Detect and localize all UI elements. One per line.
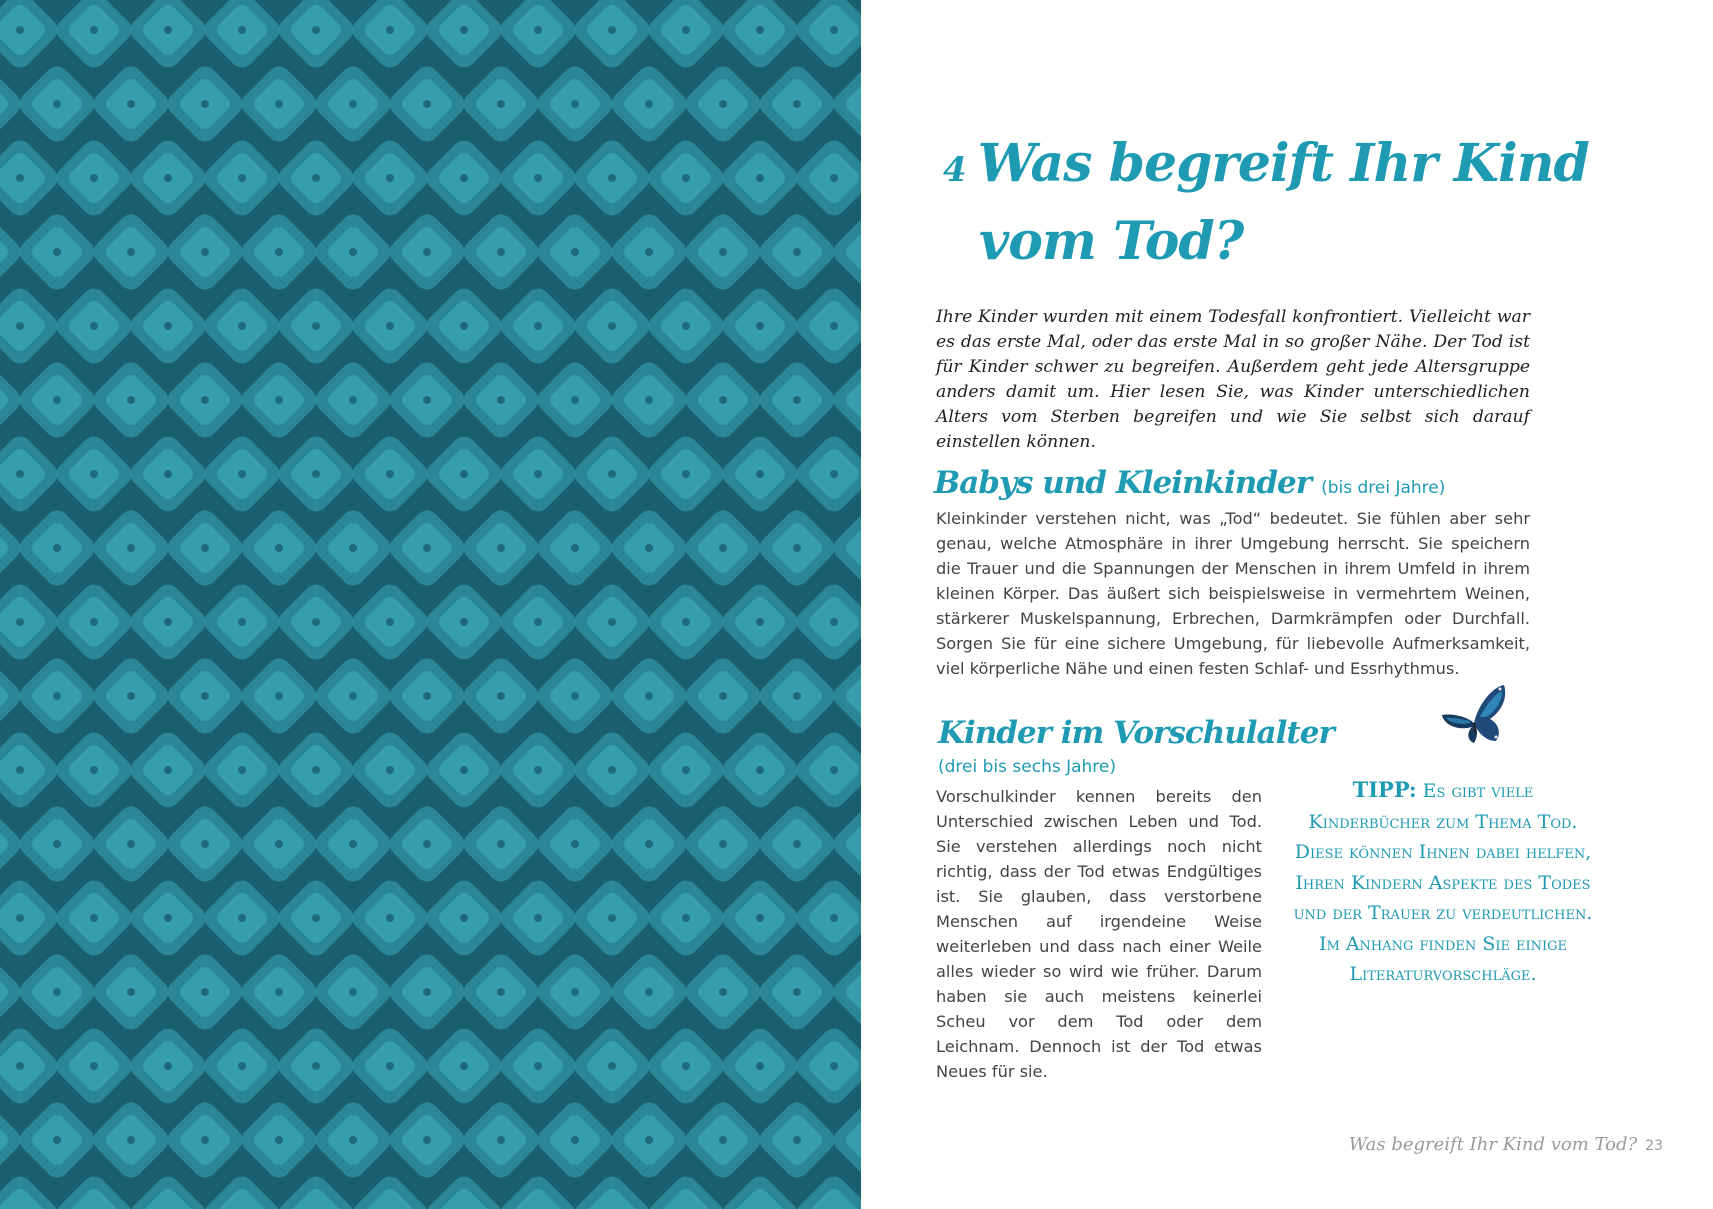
page-footer [1349,1134,1663,1155]
pattern-tile [163,358,248,443]
chapter-title-line2: vom Tod? [979,211,1244,272]
intro-paragraph: Ihre Kinder wurden mit einem Todesfall konfrontiert. Vielleicht war es das erste Mal, oder das erste Mal in so großer Nähe. Der Tod ist für Kinder schwer zu begreifen. Außerdem geht jede Altersgruppe anders damit um. Hier lesen Sie, was Kinder unterschiedlichen Alters vom Sterben begreifen und wie Sie selbst sich darauf einstellen können. [936,307,1530,452]
pattern-tile [496,1024,581,1109]
pattern-tile [496,1172,581,1209]
pattern-tile [274,136,359,221]
pattern-tile [311,950,396,1035]
pattern-tile [570,136,655,221]
pattern-tile [681,62,766,147]
pattern-tile [274,0,359,72]
pattern-tile [533,1098,618,1183]
pattern-tile [755,802,840,887]
pattern-tile [792,284,861,369]
pattern-tile [237,62,322,147]
pattern-tile [163,210,248,295]
pattern-tile [718,876,803,961]
pattern-tile [15,950,100,1035]
pattern-tile [718,1024,803,1109]
pattern-tile [274,1172,359,1209]
pattern-tile [607,506,692,591]
pattern-tile [126,432,211,517]
pattern-tile [311,62,396,147]
pattern-tile [385,1098,470,1183]
pattern-tile [126,580,211,665]
pattern-tile [52,876,137,961]
pattern-tile [311,1098,396,1183]
pattern-tile [89,654,174,739]
pattern-tile [0,580,62,665]
pattern-tile [89,1098,174,1183]
pattern-tile [89,506,174,591]
pattern-tile [792,0,861,72]
pattern-tile [533,802,618,887]
pattern-tile [496,432,581,517]
section-heading-vorschule: Kinder im Vorschulalter [938,715,1334,751]
pattern-tile [163,654,248,739]
pattern-tile [163,506,248,591]
pattern-tile [496,284,581,369]
pattern-tile [681,506,766,591]
section-vorschule-text: Vorschulkinder kennen bereits den Unterschied zwischen Leben und Tod. Sie verstehen allerdings noch nicht richtig, dass der Tod etwas Endgültiges ist. Sie glauben, dass verstorbene Menschen auf irgendeine Weise weiterleben und dass nach einer Weile alles wieder so wird wie früher. Darum haben sie auch meistens keinerlei Scheu vor dem Tod oder dem Leichnam. Dennoch ist der Tod etwas Neues für sie. [936,787,1262,1081]
pattern-tile [644,728,729,813]
pattern-tile [126,0,211,72]
pattern-tile [533,358,618,443]
pattern-tile [792,136,861,221]
pattern-tile [52,136,137,221]
tip-label: TIPP: [1352,777,1417,802]
pattern-tile [385,62,470,147]
tip-text: Es gibt viele Kinderbücher zum Thema Tod. Diese können Ihnen dabei helfen, Ihren Kindern Aspekte des Todes und der Trauer zu verdeutlichen. Im Anhang finden Sie einige Literaturvorschläge. [1293,780,1593,985]
pattern-tile [681,358,766,443]
pattern-tile [644,1024,729,1109]
pattern-tile [718,0,803,72]
pattern-tile [755,654,840,739]
chapter-title [943,128,1603,278]
pattern-tile [348,284,433,369]
pattern-tile [200,0,285,72]
pattern-tile [570,284,655,369]
pattern-tile [755,62,840,147]
pattern-tile [52,0,137,72]
pattern-tile [126,284,211,369]
pattern-tile [163,1098,248,1183]
pattern-tile [274,580,359,665]
pattern-tile [570,876,655,961]
pattern-tile [0,284,62,369]
pattern-tile [385,802,470,887]
pattern-tile [237,654,322,739]
pattern-tile [755,506,840,591]
running-title: Was begreift Ihr Kind vom Tod? [1348,1134,1638,1155]
pattern-tile [89,802,174,887]
pattern-tile [15,62,100,147]
pattern-tile [570,1024,655,1109]
pattern-tile [348,136,433,221]
pattern-tile [607,62,692,147]
pattern-tile [607,1098,692,1183]
pattern-tile [681,210,766,295]
pattern-tile [348,580,433,665]
pattern-tile [200,728,285,813]
pattern-tile [792,1024,861,1109]
pattern-tile [570,728,655,813]
pattern-tile [15,210,100,295]
pattern-tile [718,136,803,221]
pattern-tile [607,802,692,887]
pattern-tile [792,580,861,665]
pattern-tile [718,284,803,369]
pattern-tile [200,136,285,221]
pattern-tile [274,432,359,517]
pattern-tile [681,950,766,1035]
pattern-tile [0,432,62,517]
pattern-tile [755,210,840,295]
pattern-tile [274,728,359,813]
pattern-tile [126,1172,211,1209]
pattern-tile [459,654,544,739]
section-vorschule-age: (drei bis sechs Jahre) [938,757,1117,777]
pattern-tile [422,876,507,961]
pattern-tile [52,580,137,665]
pattern-tile [718,580,803,665]
pattern-tile [718,1172,803,1209]
pattern-tile [15,654,100,739]
pattern-tile [755,1098,840,1183]
pattern-tile [792,1172,861,1209]
pattern-tile [274,284,359,369]
pattern-tile [311,654,396,739]
pattern-tile [89,950,174,1035]
pattern-tile [0,136,62,221]
pattern-tile [89,210,174,295]
pattern-tile [311,358,396,443]
pattern-tile [385,950,470,1035]
pattern-tile [15,358,100,443]
pattern-tile [607,654,692,739]
pattern-tile [644,432,729,517]
pattern-tile [274,1024,359,1109]
pattern-tile [718,728,803,813]
section-babys-text: Kleinkinder verstehen nicht, was „Tod“ bedeutet. Sie fühlen aber sehr genau, welche Atmosphäre in ihrer Umgebung herrscht. Sie speichern die Trauer und die Spannungen der Menschen in ihrem Umfeld in ihrem kleinen Körper. Das äußert sich beispielsweise in vermehrtem Weinen, stärkerer Muskelspannung, Erbrechen, Darmkrämpfen oder Durchfall. Sorgen Sie für eine sichere Umgebung, für liebevolle Aufmerksamkeit, viel körperliche Nähe und einen festen Schlaf- und Essrhythmus. [936,509,1530,678]
pattern-tile [89,62,174,147]
pattern-tile [459,950,544,1035]
pattern-tile [237,950,322,1035]
pattern-tile [274,876,359,961]
pattern-tile [348,1172,433,1209]
pattern-tile [0,876,62,961]
pattern-tile [533,210,618,295]
pattern-tile [755,950,840,1035]
chapter-number: 4 [943,150,966,190]
pattern-tile [496,0,581,72]
pattern-tile [0,0,62,72]
pattern-tile [755,358,840,443]
tip-box [1293,775,1593,990]
pattern-tile [311,210,396,295]
pattern-tile [533,950,618,1035]
section-heading-babys [934,465,1574,501]
pattern-tile [644,136,729,221]
pattern-tile [570,432,655,517]
pattern-tile [385,358,470,443]
section-heading-babys-age: (bis drei Jahre) [1321,478,1446,498]
pattern-tile [52,284,137,369]
pattern-tile [0,728,62,813]
pattern-tile [792,432,861,517]
pattern-tile [792,876,861,961]
pattern-tile [459,802,544,887]
pattern-tile [422,580,507,665]
pattern-tile [718,432,803,517]
pattern-tile [348,1024,433,1109]
pattern-tile [348,728,433,813]
pattern-tile [496,580,581,665]
pattern-tile [681,802,766,887]
pattern-tile [52,1172,137,1209]
pattern-tile [459,358,544,443]
pattern-tile [644,580,729,665]
pattern-tile [459,210,544,295]
pattern-tile [348,876,433,961]
pattern-tile [15,802,100,887]
pattern-tile [533,62,618,147]
pattern-tile [163,802,248,887]
pattern-tile [200,284,285,369]
butterfly-icon [1438,683,1510,745]
pattern-tile [200,432,285,517]
pattern-tile [533,654,618,739]
pattern-tile [0,1024,62,1109]
pattern-tile [237,802,322,887]
pattern-tile [200,1172,285,1209]
pattern-tile [607,950,692,1035]
pattern-tile [422,0,507,72]
chapter-title-line1: Was begreift Ihr Kind [977,133,1589,194]
pattern-tile [163,62,248,147]
pattern-tile [644,1172,729,1209]
pattern-tile [237,358,322,443]
pattern-tile [570,0,655,72]
pattern-tile [348,0,433,72]
pattern-tile [385,506,470,591]
pattern-tile [126,1024,211,1109]
pattern-tile [237,506,322,591]
pattern-tile [348,432,433,517]
page-number: 23 [1645,1138,1663,1154]
pattern-tile [237,1098,322,1183]
pattern-tile [533,506,618,591]
pattern-tile [52,1024,137,1109]
pattern-tile [681,1098,766,1183]
pattern-tile [126,876,211,961]
pattern-tile [422,284,507,369]
pattern-tile [644,0,729,72]
pattern-tile [422,728,507,813]
pattern-tile [0,1172,62,1209]
pattern-tile [570,1172,655,1209]
pattern-tile [200,580,285,665]
pattern-tile [607,210,692,295]
pattern-tile [459,62,544,147]
pattern-tile [52,432,137,517]
pattern-tile [385,210,470,295]
pattern-tile [792,728,861,813]
pattern-tile [200,876,285,961]
pattern-tile [200,1024,285,1109]
pattern-tile [644,876,729,961]
pattern-tile [15,506,100,591]
pattern-tile [496,728,581,813]
pattern-tile [644,284,729,369]
pattern-tile [422,1024,507,1109]
pattern-tile [385,654,470,739]
pattern-tile [52,728,137,813]
section-heading-babys-title: Babys und Kleinkinder [934,465,1312,501]
pattern-tile [126,136,211,221]
pattern-tile [607,358,692,443]
pattern-tile [422,1172,507,1209]
pattern-tile [15,1098,100,1183]
pattern-tile [311,802,396,887]
pattern-tile [422,432,507,517]
pattern-tile [311,506,396,591]
pattern-tile [459,1098,544,1183]
text-page [861,0,1713,1209]
pattern-tile [89,358,174,443]
pattern-tile [681,654,766,739]
pattern-tile [496,136,581,221]
pattern-tile [459,506,544,591]
pattern-tile [570,580,655,665]
pattern-tile [237,210,322,295]
pattern-tile [496,876,581,961]
pattern-tile [163,950,248,1035]
pattern-tile [126,728,211,813]
pattern-tile [422,136,507,221]
